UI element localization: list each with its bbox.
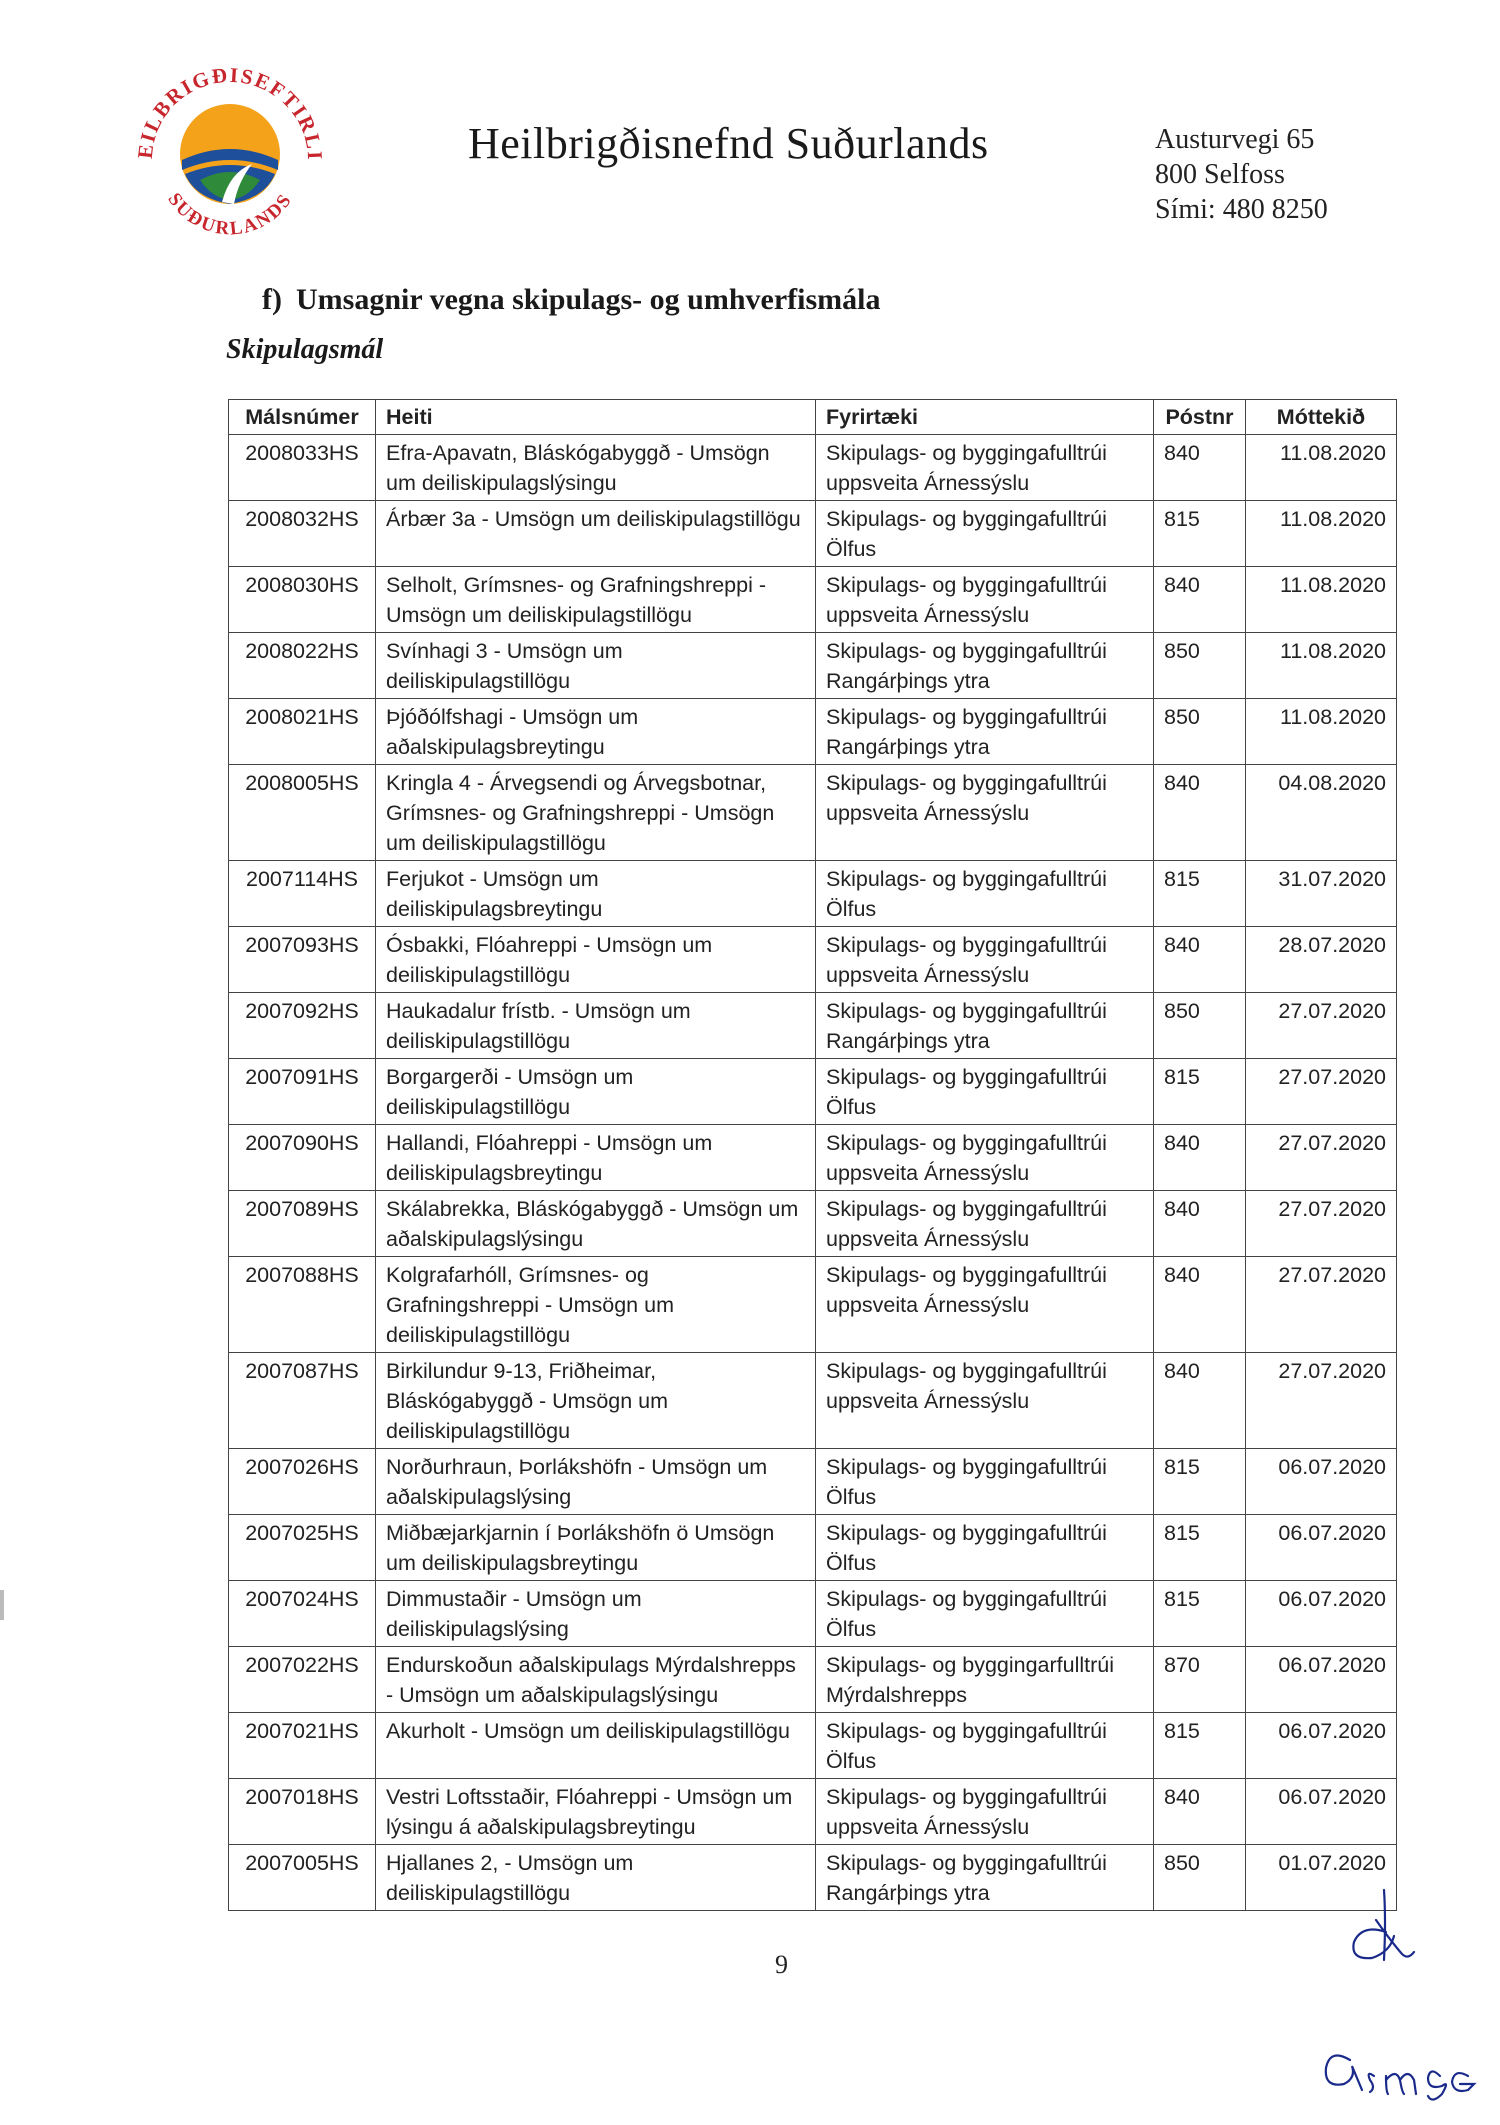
section-letter: f) xyxy=(262,283,282,316)
planning-reviews-table xyxy=(228,399,1397,1911)
title-cell: Hjallanes 2, - Umsögn um deiliskipulagstillögu xyxy=(376,1845,816,1911)
company-cell: Skipulags- og byggingafulltrúi uppsveita Árnessýslu xyxy=(816,435,1154,501)
title-cell: Ósbakki, Flóahreppi - Umsögn um deiliskipulagstillögu xyxy=(376,927,816,993)
table-row xyxy=(229,501,1397,567)
page-number: 9 xyxy=(775,1950,788,1979)
title-cell: Haukadalur frístb. - Umsögn um deiliskipulagstillögu xyxy=(376,993,816,1059)
received-date-cell: 31.07.2020 xyxy=(1246,861,1397,927)
case-number-cell: 2007026HS xyxy=(229,1449,376,1515)
address-street: Austurvegi 65 xyxy=(1155,124,1315,155)
case-number-cell: 2007024HS xyxy=(229,1581,376,1647)
postcode-cell: 840 xyxy=(1154,1257,1246,1353)
postcode-cell: 840 xyxy=(1154,1125,1246,1191)
received-date-cell: 06.07.2020 xyxy=(1246,1449,1397,1515)
section-subtitle: Skipulagsmál xyxy=(226,334,384,365)
title-cell: Svínhagi 3 - Umsögn um deiliskipulagstillögu xyxy=(376,633,816,699)
section-heading xyxy=(262,283,881,317)
handwritten-initials xyxy=(1290,1880,1500,2120)
title-cell: Akurholt - Umsögn um deiliskipulagstillögu xyxy=(376,1713,816,1779)
received-date-cell: 28.07.2020 xyxy=(1246,927,1397,993)
company-cell: Skipulags- og byggingafulltrúi Ölfus xyxy=(816,1449,1154,1515)
case-number-cell: 2007018HS xyxy=(229,1779,376,1845)
postcode-cell: 840 xyxy=(1154,1353,1246,1449)
table-row xyxy=(229,1515,1397,1581)
column-header-received: Móttekið xyxy=(1246,400,1397,435)
received-date-cell: 27.07.2020 xyxy=(1246,1125,1397,1191)
received-date-cell: 27.07.2020 xyxy=(1246,993,1397,1059)
title-cell: Endurskoðun aðalskipulags Mýrdalshrepps - Umsögn um aðalskipulagslýsingu xyxy=(376,1647,816,1713)
title-cell: Hallandi, Flóahreppi - Umsögn um deiliskipulagsbreytingu xyxy=(376,1125,816,1191)
company-cell: Skipulags- og byggingafulltrúi Rangárþings ytra xyxy=(816,993,1154,1059)
title-cell: Ferjukot - Umsögn um deiliskipulagsbreytingu xyxy=(376,861,816,927)
table-row xyxy=(229,993,1397,1059)
postcode-cell: 815 xyxy=(1154,1515,1246,1581)
table-row xyxy=(229,1779,1397,1845)
received-date-cell: 27.07.2020 xyxy=(1246,1191,1397,1257)
postcode-cell: 815 xyxy=(1154,1581,1246,1647)
title-cell: Kolgrafarhóll, Grímsnes- og Grafningshreppi - Umsögn um deiliskipulagstillögu xyxy=(376,1257,816,1353)
company-cell: Skipulags- og byggingafulltrúi Ölfus xyxy=(816,861,1154,927)
case-number-cell: 2007114HS xyxy=(229,861,376,927)
case-number-cell: 2007090HS xyxy=(229,1125,376,1191)
received-date-cell: 01.07.2020 xyxy=(1246,1845,1397,1911)
received-date-cell: 27.07.2020 xyxy=(1246,1257,1397,1353)
title-cell: Norðurhraun, Þorlákshöfn - Umsögn um aðalskipulagslýsing xyxy=(376,1449,816,1515)
column-header-case-number: Málsnúmer xyxy=(229,400,376,435)
postcode-cell: 850 xyxy=(1154,1845,1246,1911)
address-city: 800 Selfoss xyxy=(1155,159,1285,190)
case-number-cell: 2007092HS xyxy=(229,993,376,1059)
case-number-cell: 2007088HS xyxy=(229,1257,376,1353)
table-row xyxy=(229,861,1397,927)
postcode-cell: 850 xyxy=(1154,993,1246,1059)
scan-edge-mark xyxy=(0,1590,4,1620)
table-row xyxy=(229,1449,1397,1515)
company-cell: Skipulags- og byggingafulltrúi Rangárþings ytra xyxy=(816,1845,1154,1911)
company-cell: Skipulags- og byggingafulltrúi uppsveita Árnessýslu xyxy=(816,567,1154,633)
postcode-cell: 870 xyxy=(1154,1647,1246,1713)
postcode-cell: 840 xyxy=(1154,1779,1246,1845)
address-phone: Sími: 480 8250 xyxy=(1155,194,1328,225)
company-cell: Skipulags- og byggingafulltrúi uppsveita Árnessýslu xyxy=(816,765,1154,861)
table-row xyxy=(229,765,1397,861)
case-number-cell: 2007089HS xyxy=(229,1191,376,1257)
postcode-cell: 840 xyxy=(1154,1191,1246,1257)
case-number-cell: 2007025HS xyxy=(229,1515,376,1581)
case-number-cell: 2008005HS xyxy=(229,765,376,861)
organization-logo xyxy=(130,52,330,252)
case-number-cell: 2007091HS xyxy=(229,1059,376,1125)
postcode-cell: 815 xyxy=(1154,1713,1246,1779)
table-row xyxy=(229,567,1397,633)
company-cell: Skipulags- og byggingafulltrúi Ölfus xyxy=(816,1515,1154,1581)
section-title: Umsagnir vegna skipulags- og umhverfismála xyxy=(295,283,881,316)
company-cell: Skipulags- og byggingafulltrúi uppsveita Árnessýslu xyxy=(816,1191,1154,1257)
received-date-cell: 06.07.2020 xyxy=(1246,1647,1397,1713)
table-row xyxy=(229,1647,1397,1713)
column-header-postcode: Póstnr xyxy=(1154,400,1246,435)
case-number-cell: 2007022HS xyxy=(229,1647,376,1713)
received-date-cell: 06.07.2020 xyxy=(1246,1713,1397,1779)
case-number-cell: 2008033HS xyxy=(229,435,376,501)
table-row xyxy=(229,1353,1397,1449)
table-row xyxy=(229,633,1397,699)
company-cell: Skipulags- og byggingafulltrúi uppsveita Árnessýslu xyxy=(816,1779,1154,1845)
case-number-cell: 2008032HS xyxy=(229,501,376,567)
title-cell: Vestri Loftsstaðir, Flóahreppi - Umsögn um lýsingu á aðalskipulagsbreytingu xyxy=(376,1779,816,1845)
case-number-cell: 2008021HS xyxy=(229,699,376,765)
title-cell: Selholt, Grímsnes- og Grafningshreppi - Umsögn um deiliskipulagstillögu xyxy=(376,567,816,633)
company-cell: Skipulags- og byggingafulltrúi Ölfus xyxy=(816,1713,1154,1779)
title-cell: Skálabrekka, Bláskógabyggð - Umsögn um aðalskipulagslýsingu xyxy=(376,1191,816,1257)
title-cell: Borgargerði - Umsögn um deiliskipulagstillögu xyxy=(376,1059,816,1125)
table-row xyxy=(229,435,1397,501)
received-date-cell: 27.07.2020 xyxy=(1246,1353,1397,1449)
title-cell: Birkilundur 9-13, Friðheimar, Bláskógabyggð - Umsögn um deiliskipulagstillögu xyxy=(376,1353,816,1449)
company-cell: Skipulags- og byggingafulltrúi Rangárþings ytra xyxy=(816,633,1154,699)
title-cell: Dimmustaðir - Umsögn um deiliskipulagslýsing xyxy=(376,1581,816,1647)
received-date-cell: 04.08.2020 xyxy=(1246,765,1397,861)
received-date-cell: 11.08.2020 xyxy=(1246,501,1397,567)
company-cell: Skipulags- og byggingafulltrúi uppsveita Árnessýslu xyxy=(816,1257,1154,1353)
case-number-cell: 2007087HS xyxy=(229,1353,376,1449)
postcode-cell: 840 xyxy=(1154,927,1246,993)
received-date-cell: 06.07.2020 xyxy=(1246,1581,1397,1647)
company-cell: Skipulags- og byggingafulltrúi uppsveita Árnessýslu xyxy=(816,1353,1154,1449)
table-row xyxy=(229,1125,1397,1191)
received-date-cell: 06.07.2020 xyxy=(1246,1779,1397,1845)
company-cell: Skipulags- og byggingafulltrúi Rangárþings ytra xyxy=(816,699,1154,765)
received-date-cell: 11.08.2020 xyxy=(1246,633,1397,699)
postcode-cell: 840 xyxy=(1154,435,1246,501)
column-header-company: Fyrirtæki xyxy=(816,400,1154,435)
table-body xyxy=(229,435,1397,1911)
table-row xyxy=(229,1845,1397,1911)
company-cell: Skipulags- og byggingafulltrúi Ölfus xyxy=(816,1581,1154,1647)
title-cell: Þjóðólfshagi - Umsögn um aðalskipulagsbreytingu xyxy=(376,699,816,765)
table-header-row xyxy=(229,400,1397,435)
svg-text:HEILBRIGÐISEFTIRLIT: EILBRIGÐISEFTIRLI xyxy=(132,62,328,162)
table-row xyxy=(229,1059,1397,1125)
case-number-cell: 2007005HS xyxy=(229,1845,376,1911)
received-date-cell: 11.08.2020 xyxy=(1246,435,1397,501)
organization-name: Heilbrigðisnefnd Suðurlands xyxy=(468,119,989,168)
postcode-cell: 850 xyxy=(1154,699,1246,765)
logo-emblem-icon xyxy=(130,52,330,252)
postcode-cell: 840 xyxy=(1154,567,1246,633)
received-date-cell: 06.07.2020 xyxy=(1246,1515,1397,1581)
received-date-cell: 27.07.2020 xyxy=(1246,1059,1397,1125)
postcode-cell: 840 xyxy=(1154,765,1246,861)
postcode-cell: 815 xyxy=(1154,861,1246,927)
postcode-cell: 815 xyxy=(1154,1449,1246,1515)
company-cell: Skipulags- og byggingarfulltrúi Mýrdalshrepps xyxy=(816,1647,1154,1713)
column-header-title: Heiti xyxy=(376,400,816,435)
table-row xyxy=(229,1713,1397,1779)
title-cell: Miðbæjarkjarnin í Þorlákshöfn ö Umsögn um deiliskipulagsbreytingu xyxy=(376,1515,816,1581)
company-cell: Skipulags- og byggingafulltrúi uppsveita Árnessýslu xyxy=(816,927,1154,993)
table-row xyxy=(229,927,1397,993)
table-row xyxy=(229,1257,1397,1353)
title-cell: Árbær 3a - Umsögn um deiliskipulagstillögu xyxy=(376,501,816,567)
company-cell: Skipulags- og byggingafulltrúi Ölfus xyxy=(816,1059,1154,1125)
table-row xyxy=(229,699,1397,765)
postcode-cell: 850 xyxy=(1154,633,1246,699)
case-number-cell: 2008022HS xyxy=(229,633,376,699)
case-number-cell: 2007021HS xyxy=(229,1713,376,1779)
case-number-cell: 2008030HS xyxy=(229,567,376,633)
signature-icon xyxy=(1290,1880,1500,2120)
company-cell: Skipulags- og byggingafulltrúi Ölfus xyxy=(816,501,1154,567)
title-cell: Kringla 4 - Árvegsendi og Árvegsbotnar, Grímsnes- og Grafningshreppi - Umsögn um deiliskipulagstillögu xyxy=(376,765,816,861)
company-cell: Skipulags- og byggingafulltrúi uppsveita Árnessýslu xyxy=(816,1125,1154,1191)
table-row xyxy=(229,1191,1397,1257)
svg-text:SUÐURLANDS: SUÐURLANDS xyxy=(163,189,297,240)
postcode-cell: 815 xyxy=(1154,501,1246,567)
title-cell: Efra-Apavatn, Bláskógabyggð - Umsögn um deiliskipulagslýsingu xyxy=(376,435,816,501)
table-row xyxy=(229,1581,1397,1647)
case-number-cell: 2007093HS xyxy=(229,927,376,993)
postcode-cell: 815 xyxy=(1154,1059,1246,1125)
organization-address xyxy=(1155,122,1328,227)
received-date-cell: 11.08.2020 xyxy=(1246,699,1397,765)
received-date-cell: 11.08.2020 xyxy=(1246,567,1397,633)
